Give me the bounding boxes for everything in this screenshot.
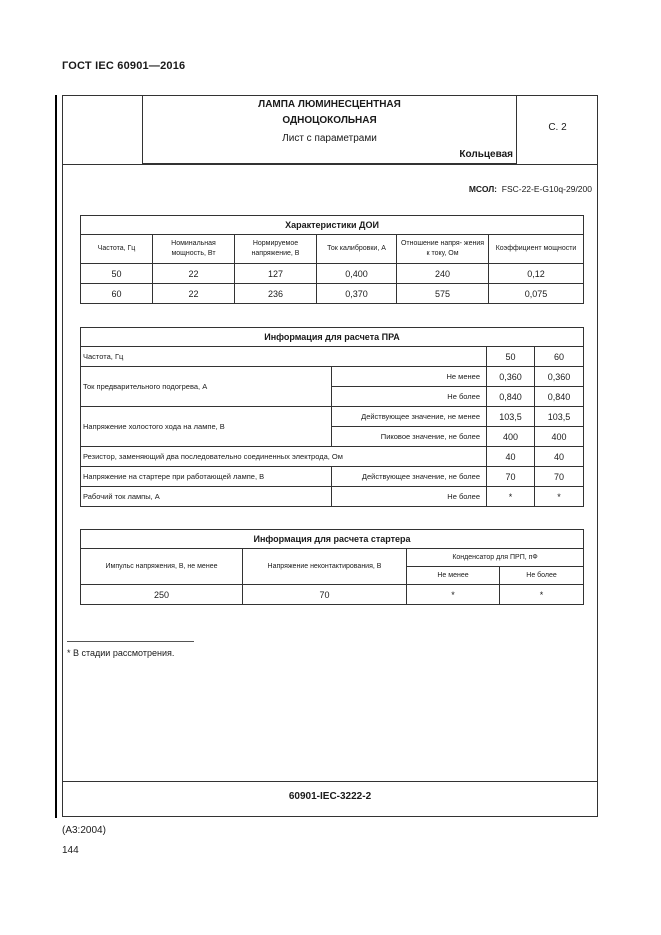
starter-cell: * bbox=[500, 585, 584, 605]
table-row bbox=[81, 284, 584, 304]
pra-label: Резистор, заменяющий два последовательно соединенных электрода, Ом bbox=[81, 447, 487, 467]
pra-label: Рабочий ток лампы, А bbox=[81, 487, 332, 507]
table-row bbox=[81, 407, 584, 427]
pra-sublabel: Пиковое значение, не более bbox=[332, 427, 487, 447]
table-row bbox=[81, 367, 584, 387]
starter-header-cell: Напряжение неконтактирования, В bbox=[243, 549, 407, 585]
pra-sublabel: Действующее значение, не более bbox=[332, 467, 487, 487]
sheet-code: 60901-IEC-3222-2 bbox=[288, 791, 372, 802]
pra-table bbox=[80, 327, 584, 507]
header-type: Кольцевая bbox=[459, 149, 513, 160]
starter-cell: * bbox=[407, 585, 500, 605]
header-divider bbox=[62, 164, 598, 165]
doi-cell: 127 bbox=[235, 264, 317, 284]
footnote-rule bbox=[67, 641, 194, 642]
doi-cell: 22 bbox=[153, 264, 235, 284]
doi-cell: 0,075 bbox=[489, 284, 584, 304]
amendment: (А3:2004) bbox=[62, 825, 106, 836]
starter-header-cell: Импульс напряжения, В, не менее bbox=[81, 549, 243, 585]
table-row bbox=[81, 347, 584, 367]
pra-cell: 40 bbox=[487, 447, 535, 467]
pra-cell: * bbox=[487, 487, 535, 507]
doi-cell: 236 bbox=[235, 284, 317, 304]
pra-cell: 400 bbox=[535, 427, 584, 447]
table-row bbox=[81, 585, 584, 605]
pra-sublabel: Не менее bbox=[332, 367, 487, 387]
pra-cell: * bbox=[535, 487, 584, 507]
starter-header-cell: Конденсатор для ПРП, пФ bbox=[407, 549, 584, 567]
pra-cell: 103,5 bbox=[487, 407, 535, 427]
doi-cell: 60 bbox=[81, 284, 153, 304]
doi-title: Характеристики ДОИ bbox=[81, 216, 584, 235]
starter-subheader: Не менее bbox=[407, 567, 500, 585]
starter-cell: 250 bbox=[81, 585, 243, 605]
pra-cell: 103,5 bbox=[535, 407, 584, 427]
pra-cell: 0,840 bbox=[535, 387, 584, 407]
pra-cell: 70 bbox=[535, 467, 584, 487]
table-row bbox=[81, 447, 584, 467]
pra-label: Частота, Гц bbox=[81, 347, 487, 367]
doi-cell: 0,370 bbox=[317, 284, 397, 304]
table-row bbox=[81, 487, 584, 507]
pra-cell: 40 bbox=[535, 447, 584, 467]
pra-cell: 60 bbox=[535, 347, 584, 367]
pra-sublabel: Не более bbox=[332, 387, 487, 407]
doi-cell: 50 bbox=[81, 264, 153, 284]
doi-cell: 0,12 bbox=[489, 264, 584, 284]
doi-header-cell: Нормируемое напряжение, В bbox=[235, 235, 317, 264]
table-row bbox=[81, 264, 584, 284]
header-line1: ЛАМПА ЛЮМИНЕСЦЕНТНАЯ bbox=[258, 99, 401, 110]
code-divider bbox=[62, 781, 598, 782]
starter-subheader: Не более bbox=[500, 567, 584, 585]
pra-cell: 50 bbox=[487, 347, 535, 367]
pra-cell: 70 bbox=[487, 467, 535, 487]
standard-title: ГОСТ IEC 60901—2016 bbox=[62, 60, 186, 72]
pra-cell: 0,360 bbox=[535, 367, 584, 387]
doi-cell: 575 bbox=[397, 284, 489, 304]
mcol-designation bbox=[300, 184, 592, 194]
pra-label: Напряжение на стартере при работающей лампе, В bbox=[81, 467, 332, 487]
change-bar bbox=[55, 95, 57, 818]
header-line2: ОДНОЦОКОЛЬНАЯ bbox=[282, 115, 377, 126]
doi-cell: 0,400 bbox=[317, 264, 397, 284]
doi-table bbox=[80, 215, 584, 304]
doi-cell: 22 bbox=[153, 284, 235, 304]
pra-sublabel: Действующее значение, не менее bbox=[332, 407, 487, 427]
pra-title: Информация для расчета ПРА bbox=[81, 328, 584, 347]
pra-cell: 0,360 bbox=[487, 367, 535, 387]
doi-header-cell: Номинальная мощность, Вт bbox=[153, 235, 235, 264]
doi-header-cell: Ток калибровки, А bbox=[317, 235, 397, 264]
table-row bbox=[81, 467, 584, 487]
doi-header-cell: Отношение напря- жения к току, Ом bbox=[397, 235, 489, 264]
header-line3: Лист с параметрами bbox=[282, 133, 377, 144]
starter-table bbox=[80, 529, 584, 605]
pra-cell: 0,840 bbox=[487, 387, 535, 407]
pra-label: Ток предварительного подогрева, А bbox=[81, 367, 332, 407]
sheet-page: С. 2 bbox=[548, 122, 567, 133]
doi-header-cell: Коэффициент мощности bbox=[489, 235, 584, 264]
doi-header-cell: Частота, Гц bbox=[81, 235, 153, 264]
footnote: * В стадии рассмотрения. bbox=[67, 648, 175, 658]
pra-sublabel: Не более bbox=[332, 487, 487, 507]
page-number: 144 bbox=[62, 845, 79, 856]
pra-label: Напряжение холостого хода на лампе, В bbox=[81, 407, 332, 447]
doi-cell: 240 bbox=[397, 264, 489, 284]
mcol-label: МСОЛ: bbox=[468, 184, 498, 194]
starter-title: Информация для расчета стартера bbox=[81, 530, 584, 549]
mcol-value: FSC-22-E-G10q-29/200 bbox=[501, 184, 592, 194]
starter-cell: 70 bbox=[243, 585, 407, 605]
pra-cell: 400 bbox=[487, 427, 535, 447]
